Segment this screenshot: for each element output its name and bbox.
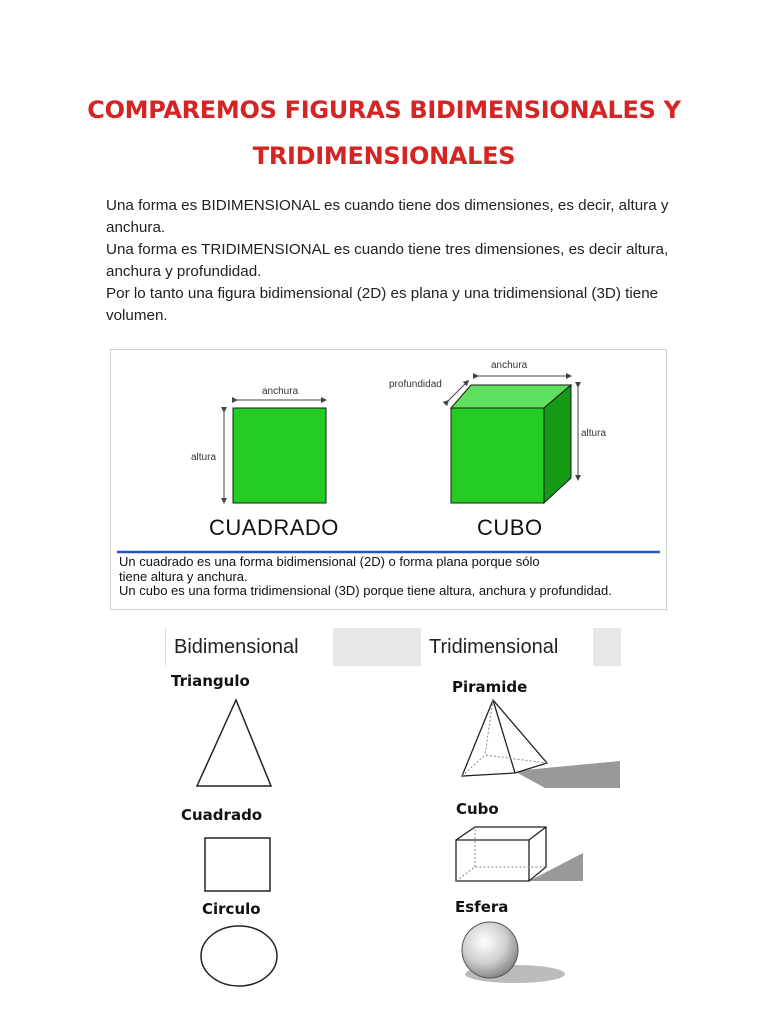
header-3d: Tridimensional bbox=[421, 628, 593, 666]
label-sphere: Esfera bbox=[455, 898, 509, 916]
page-title-line-1: COMPAREMOS FIGURAS BIDIMENSIONALES Y bbox=[87, 96, 681, 124]
cube-width-label: anchura bbox=[491, 360, 528, 371]
label-square: Cuadrado bbox=[181, 806, 263, 824]
label-triangle: Triangulo bbox=[171, 672, 250, 690]
page-title-line-2: TRIDIMENSIONALES bbox=[252, 142, 516, 170]
shapes-drawing bbox=[165, 628, 621, 1018]
caption-line: Un cuadrado es una forma bidimensional (2D) o forma plana porque sólo bbox=[119, 554, 540, 569]
cube-front-face bbox=[451, 408, 544, 503]
intro-paragraph-2d: Una forma es BIDIMENSIONAL es cuando tiene dos dimensiones, es decir, altura y anchura. bbox=[106, 197, 669, 236]
triangle-shape bbox=[197, 700, 271, 786]
caption-line: Un cubo es una forma tridimensional (3D) porque tiene altura, anchura y profundidad. bbox=[119, 583, 612, 598]
shapes-comparison-figure bbox=[165, 628, 621, 1018]
cube-shape-front bbox=[456, 840, 529, 881]
intro-text bbox=[106, 195, 676, 327]
figure-caption bbox=[119, 555, 612, 599]
square-height-label: altura bbox=[191, 452, 217, 463]
intro-paragraph-summary: Por lo tanto una figura bidimensional (2D) es plana y una tridimensional (3D) tiene volumen. bbox=[106, 285, 659, 324]
label-cube: Cubo bbox=[456, 800, 499, 818]
intro-paragraph-3d: Una forma es TRIDIMENSIONAL es cuando tiene tres dimensiones, es decir altura, anchura y profundidad. bbox=[106, 241, 669, 280]
square-width-label: anchura bbox=[262, 386, 299, 397]
circle-shape bbox=[201, 926, 277, 986]
square-shape bbox=[205, 838, 270, 891]
square-cube-figure bbox=[110, 349, 667, 610]
label-pyramid: Piramide bbox=[452, 678, 528, 696]
caption-line: tiene altura y anchura. bbox=[119, 568, 248, 584]
cube-depth-label: profundidad bbox=[389, 379, 442, 390]
cube-top-right-edge bbox=[529, 827, 546, 840]
label-circle: Circulo bbox=[202, 900, 261, 918]
square-name: CUADRADO bbox=[209, 515, 339, 540]
cube-name: CUBO bbox=[477, 515, 543, 540]
green-square bbox=[233, 408, 326, 503]
header-2d: Bidimensional bbox=[165, 628, 333, 666]
sphere-shape bbox=[462, 922, 518, 978]
cube-height-label: altura bbox=[581, 428, 607, 439]
